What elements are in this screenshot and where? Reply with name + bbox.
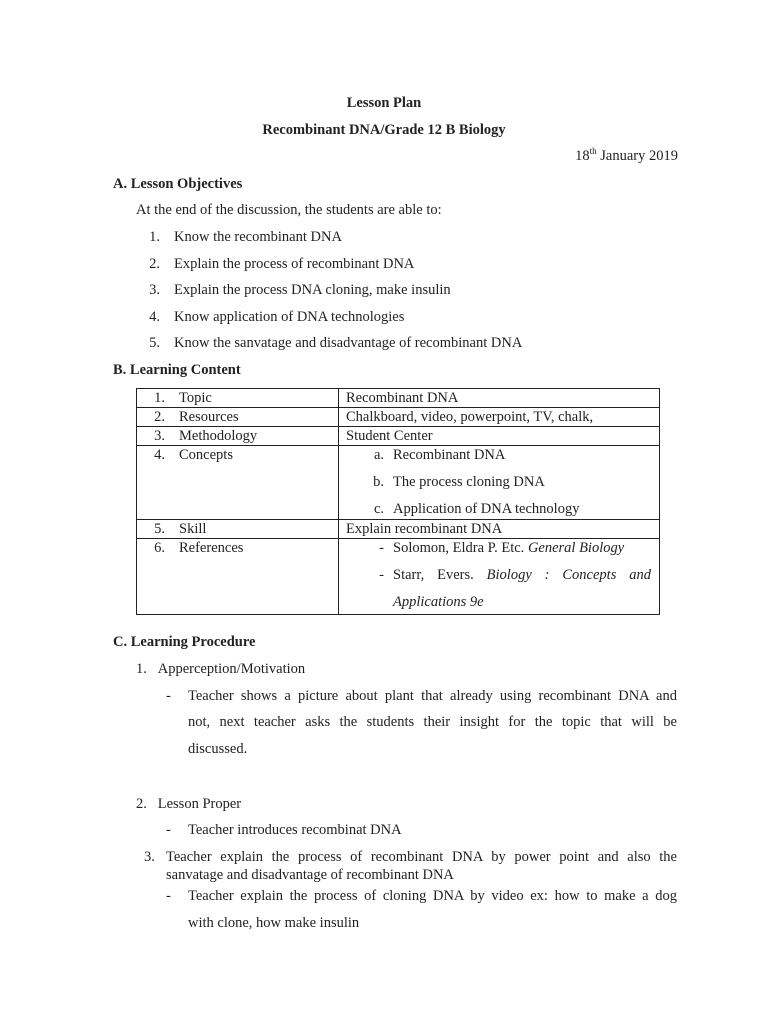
list-item: a. Recombinant DNA [373,447,506,463]
step-3-line: sanvatage and disadvantage of recombinant DNA [166,867,454,883]
objective-item: 5. Know the sanvatage and disadvantage of recombinant DNA [149,335,523,351]
step-1-bullet-line: not, next teacher asks the students their insight for the topic that will be [188,714,677,730]
references-list: - Solomon, Eldra P. Etc. General Biology - Starr, Evers. Biology : Concepts and Applications 9e [339,539,660,615]
list-item: c. Application of DNA technology [373,501,580,517]
document-page: Lesson Plan Recombinant DNA/Grade 12 B Biology 18th January 2019 A. Lesson Objectives At the end of the discussion, the students are able to: 1. Know the recombinant DNA 2. Explain the process of recombinant DNA 3. Explain the process DNA cloning, make insulin 4. Know application of DNA technologies 5. Know the sanvatage and disadvantage of recombinant DNA B. Learning Content 1. Topic Recombinant DNA 2. Resources Chalkboard, video, powerpoint, TV, chalk, 3. Methodology Student Center 4. Concepts a. Recombinant DNA b. The process cloning DNA c. Application of DNA technology 5. Skill Explain recombinant DNA 6. References - Solomon, Eldra P. Etc. General Biology - Starr, Evers. Biology : Concepts and Applications 9e C. Learning Procedure 1. Apperception/Motivation - Teacher shows a picture about plant that already using recombinant DNA and not, next teacher asks the students their insight for the topic that will be discussed. 2. Lesson Proper - Teacher introduces recombinat DNA 3. Teacher explain the process of recombinant DNA by power point and also the sanvatage and disadvantage of recombinant DNA - Teacher explain the process of cloning DNA by video ex: how to make a dog with clone, how make insulin [0,0,768,1024]
table-row: 2. Resources Chalkboard, video, powerpoint, TV, chalk, [137,408,660,427]
row-value: Chalkboard, video, powerpoint, TV, chalk, [339,408,660,427]
row-label: Topic [179,390,212,406]
row-label: Skill [179,521,207,537]
page-subtitle: Recombinant DNA/Grade 12 B Biology [262,122,506,138]
procedure-step-2: 2. Lesson Proper [136,796,242,812]
learning-content-table [136,388,660,615]
step-3-line: Teacher explain the process of recombinant DNA by power point and also the [166,849,677,865]
row-label: Resources [179,409,239,425]
row-label: Methodology [179,428,258,444]
step-1-bullet-line: Teacher shows a picture about plant that already using recombinant DNA and [188,688,677,704]
objective-item: 3. Explain the process DNA cloning, make insulin [149,282,451,298]
table-row: 3. Methodology Student Center [137,427,660,446]
objective-item: 2. Explain the process of recombinant DNA [149,256,415,272]
section-b-heading: B. Learning Content [113,362,241,378]
row-value: Recombinant DNA [339,389,660,408]
row-label: Concepts [179,447,233,463]
list-item: - Starr, Evers. Biology : Concepts and [379,567,651,583]
step-2-bullet: Teacher introduces recombinat DNA [188,822,402,838]
objectives-intro: At the end of the discussion, the students are able to: [136,202,442,218]
table-row: 4. Concepts a. Recombinant DNA b. The process cloning DNA c. Application of DNA technology [137,446,660,520]
step-1-bullet-line: discussed. [188,741,248,757]
row-value: Student Center [339,427,660,446]
objective-item: 4. Know application of DNA technologies [149,309,405,325]
procedure-step-1: 1. Apperception/Motivation [136,661,306,677]
row-value: Explain recombinant DNA [339,520,660,539]
row-label: References [179,540,244,556]
step-3-bullet-line: Teacher explain the process of cloning DNA by video ex: how to make a dog [188,888,677,904]
page-title: Lesson Plan [346,95,422,111]
list-item: - Solomon, Eldra P. Etc. General Biology [379,540,625,556]
section-a-heading: A. Lesson Objectives [113,176,243,192]
concepts-list [339,446,660,520]
objective-item: 1. Know the recombinant DNA [149,229,342,245]
list-item: b. The process cloning DNA [373,474,545,490]
lesson-date: 18th January 2019 [575,146,678,164]
table-row: 1. Topic Recombinant DNA [137,389,660,408]
table-row: 5. Skill Explain recombinant DNA [137,520,660,539]
step-3-bullet-line: with clone, how make insulin [188,915,360,931]
table-row: 6. References - Solomon, Eldra P. Etc. General Biology - Starr, Evers. Biology : Concepts and Applications 9e [137,539,660,615]
section-c-heading: C. Learning Procedure [113,634,256,650]
procedure-step-3-number: 3. [144,849,155,865]
